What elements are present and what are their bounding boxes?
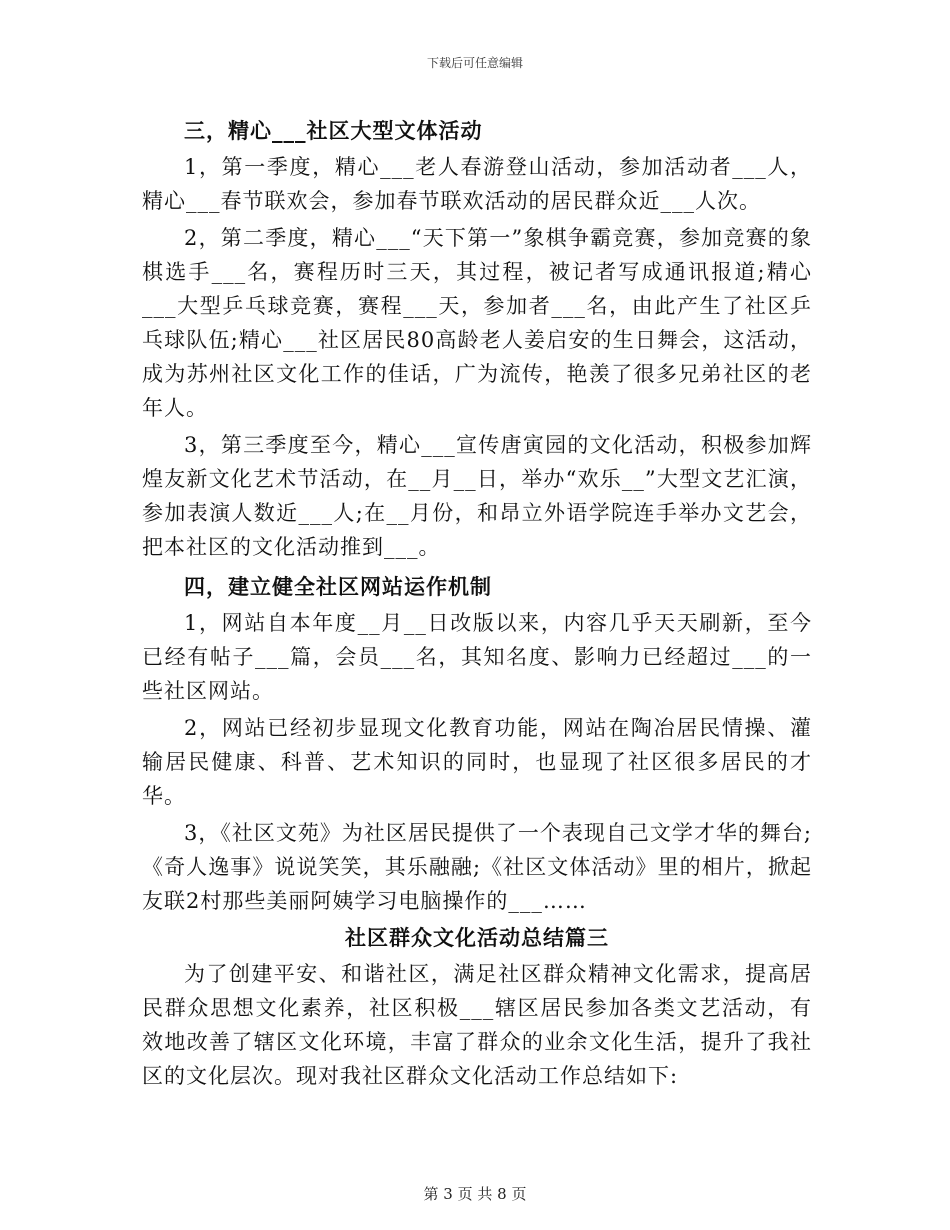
paragraph-3-2: 2，第二季度，精心___“天下第一”象棋争霸竞赛，参加竞赛的象棋选手___名，赛程历时三天，其过程，被记者写成通讯报道;精心___大型乒乓球竞赛，赛程___天，参加者___名，由此产生了社区乒乓球队伍;精心___社区居民80高龄老人姜启安的生日舞会，这活动，成为苏州社区文化工作的佳话，广为流传，艳羡了很多兄弟社区的老年人。 xyxy=(142,226,812,420)
paragraph-intro: 为了创建平安、和谐社区，满足社区群众精神文化需求，提高居民群众思想文化素养，社区积极___辖区居民参加各类文艺活动，有效地改善了辖区文化环境，丰富了群众的业余文化生活，提升了我社区的文化层次。现对我社区群众文化活动工作总结如下: xyxy=(142,962,812,1088)
paragraph-4-3: 3，《社区文苑》为社区居民提供了一个表现自己文学才华的舞台;《奇人逸事》说说笑笑，其乐融融;《社区文体活动》里的相片，掀起友联2村那些美丽阿姨学习电脑操作的___…… xyxy=(142,821,812,913)
paragraph-3-1: 1，第一季度，精心___老人春游登山活动，参加活动者___人，精心___春节联欢会，参加春节联欢活动的居民群众近___人次。 xyxy=(142,155,812,213)
section-heading-4: 四，建立健全社区网站运作机制 xyxy=(184,574,492,599)
paragraph-4-2: 2，网站已经初步显现文化教育功能，网站在陶冶居民情操、灌输居民健康、科普、艺术知识的同时，也显现了社区很多居民的才华。 xyxy=(142,716,812,808)
document-body xyxy=(142,108,812,1096)
paragraph-3-3: 3，第三季度至今，精心___宣传唐寅园的文化活动，积极参加辉煌友新文化艺术节活动，在__月__日，举办“欢乐__”大型文艺汇演，参加表演人数近___人;在__月份，和昂立外语学院连手举办文艺会，把本社区的文化活动推到___。 xyxy=(142,433,812,559)
page-footer: 第 3 页 共 8 页 xyxy=(423,1185,527,1203)
article-title: 社区群众文化活动总结篇三 xyxy=(345,925,609,950)
page-header: 下载后可任意编辑 xyxy=(426,56,523,70)
paragraph-4-1: 1，网站自本年度__月__日改版以来，内容几乎天天刷新，至今已经有帖子___篇，会员___名，其知名度、影响力已经超过___的一些社区网站。 xyxy=(142,611,812,703)
section-heading-3: 三，精心___社区大型文体活动 xyxy=(184,118,483,143)
